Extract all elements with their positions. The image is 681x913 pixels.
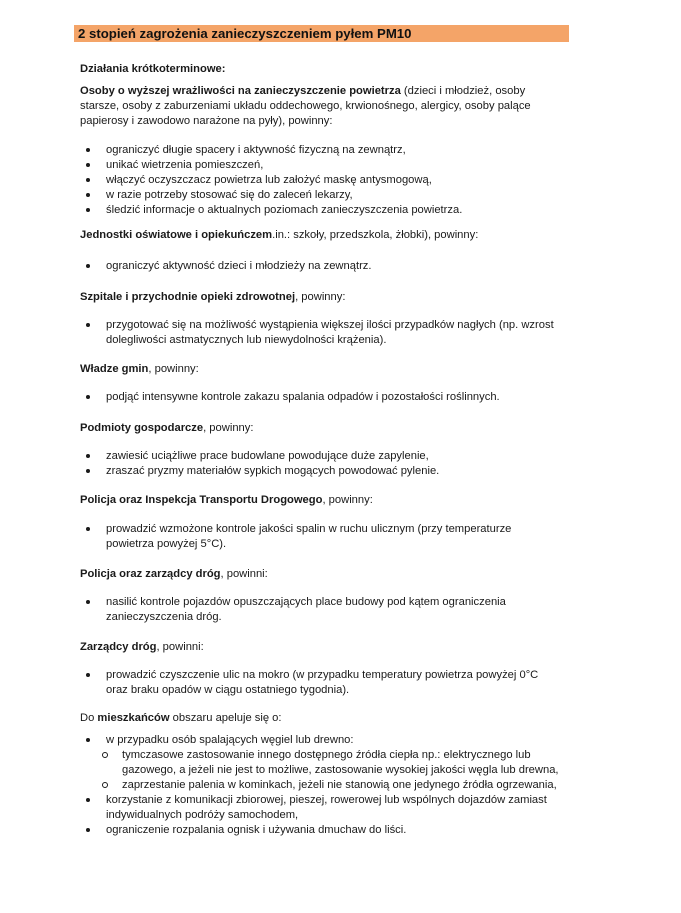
list-item: zraszać pryzmy materiałów sypkich mogących powodować pylenie. [80,464,580,479]
section-police-roads-heading: Policja oraz zarządcy dróg, powinni: [80,568,268,580]
list-item: ograniczenie rozpalania ognisk i używania dmuchaw do liści. [80,823,580,838]
police-transport-bullets [80,522,580,552]
list-item: podjąć intensywne kontrole zakazu spalania odpadów i pozostałości roślinnych. [80,390,580,405]
section-hospitals-heading: Szpitale i przychodnie opieki zdrowotnej, powinny: [80,291,346,303]
hospitals-bullets [80,318,580,348]
section-sensitive [80,84,580,129]
short-term-heading: Działania krótkoterminowe: [80,63,226,75]
sub-list-item: zaprzestanie palenia w kominkach, jeżeli nie stanowią one jedynego źródła ogrzewania, [80,778,580,793]
residents-bullets [80,733,580,838]
sub-list-item: tymczasowe zastosowanie innego dostępnego źródła ciepła np.: elektrycznego lub gazowego, a jeżeli nie jest to możliwe, zastosowanie wysokiej jakości węgla lub drewna, [80,748,580,778]
section-municipal-heading: Władze gmin, powinny: [80,363,199,375]
sensitive-line2: starsze, osoby z zaburzeniami układu oddechowego, krwionośnego, alergicy, osoby palące [80,100,531,112]
section-education-heading: Jednostki oświatowe i opiekuńczem.in.: szkoły, przedszkola, żłobki), powinny: [80,229,479,241]
section-residents-heading: Do mieszkańców obszaru apeluje się o: [80,712,282,724]
list-item: korzystanie z komunikacji zbiorowej, pieszej, rowerowej lub wspólnych dojazdów zamiast indywidualnych podróży samochodem, [80,793,580,823]
section-road-managers-heading: Zarządcy dróg, powinni: [80,641,204,653]
sensitive-line3: papierosy i zawodowo narażone na pyły), powinny: [80,115,333,127]
list-item: śledzić informacje o aktualnych poziomach zanieczyszczenia powietrza. [80,203,580,218]
list-item: przygotować się na możliwość wystąpienia większej ilości przypadków nagłych (np. wzrost dolegliwości astmatycznych lub niewydolności krążenia). [80,318,580,348]
list-item: ograniczyć długie spacery i aktywność fizyczną na zewnątrz, [80,143,580,158]
municipal-bullets [80,390,580,405]
list-item: unikać wietrzenia pomieszczeń, [80,158,580,173]
road-managers-bullets [80,668,580,698]
police-roads-bullets [80,595,580,625]
list-item: prowadzić wzmożone kontrole jakości spalin w ruchu ulicznym (przy temperaturze powietrza powyżej 5°C). [80,522,580,552]
list-item: ograniczyć aktywność dzieci i młodzieży na zewnątrz. [80,259,580,274]
page-title: 2 stopień zagrożenia zanieczyszczeniem pyłem PM10 [78,26,412,41]
list-item: prowadzić czyszczenie ulic na mokro (w przypadku temperatury powietrza powyżej 0°C oraz braku opadów w ciągu ostatniego tygodnia). [80,668,580,698]
list-item: w razie potrzeby stosować się do zaleceń lekarzy, [80,188,580,203]
education-bullets [80,259,580,274]
list-item: nasilić kontrole pojazdów opuszczających place budowy pod kątem ograniczenia zanieczyszczenia dróg. [80,595,580,625]
business-bullets [80,449,580,479]
sensitive-line1: Osoby o wyższej wrażliwości na zanieczyszczenie powietrza (dzieci i młodzież, osoby [80,85,526,97]
sensitive-bullets [80,143,580,218]
title-bar [74,25,569,42]
list-item: zawiesić uciążliwe prace budowlane powodujące duże zapylenie, [80,449,580,464]
section-business-heading: Podmioty gospodarcze, powinny: [80,422,254,434]
list-item: włączyć oczyszczacz powietrza lub założyć maskę antysmogową, [80,173,580,188]
list-item: w przypadku osób spalających węgiel lub drewno: [80,733,580,748]
section-police-transport-heading: Policja oraz Inspekcja Transportu Drogowego, powinny: [80,494,373,506]
